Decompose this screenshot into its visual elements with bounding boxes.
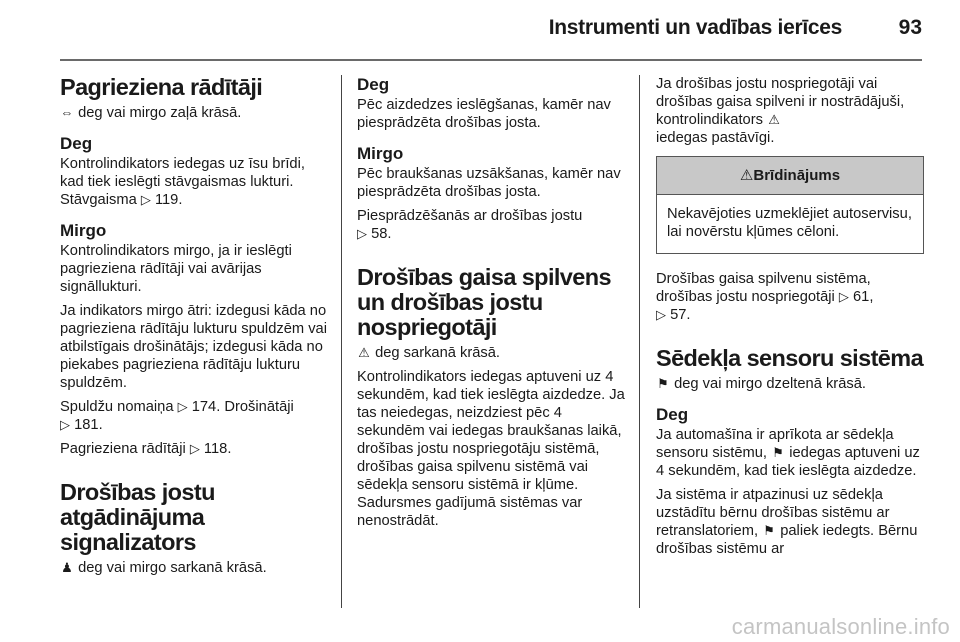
seat-sensor-intro: ⚑ deg vai mirgo dzeltenā krāsā. — [657, 376, 866, 392]
seatbelt-reminder-heading: Drošības jostu atgādinājuma signalizators — [60, 479, 215, 555]
page-ref-icon: ▷ — [656, 307, 666, 322]
airbag-icon: ⚠ — [768, 112, 780, 127]
turn-signal-intro: ⇔ deg vai mirgo zaļā krāsā. — [60, 105, 242, 121]
page-ref-icon: ▷ — [60, 417, 70, 432]
warning-title: Brīdinājums — [753, 167, 841, 184]
deg-heading: Deg — [357, 75, 390, 94]
turn-signal-icon: ⇔ — [60, 105, 74, 120]
header-rule — [60, 59, 922, 61]
airbag-heading: Drošības gaisa spilvens un drošības jostu nospriegotāji — [357, 264, 611, 340]
page-ref-icon: ▷ — [838, 289, 849, 304]
mirgo-paragraph: Pēc braukšanas uzsākšanas, kamēr nav piesprādzēta drošības josta. — [357, 166, 621, 200]
deg-paragraph: Pēc aizdedzes ieslēgšanas, kamēr nav piesprādzēta drošības josta. — [357, 97, 611, 131]
airbag-intro: ⚠ deg sarkanā krāsā. — [358, 345, 501, 361]
seat-sensor-icon: ⚑ — [657, 376, 669, 391]
seat-sensor-icon: ⚑ — [763, 523, 775, 538]
page-ref-link[interactable]: 181. — [74, 417, 103, 433]
page-ref-link[interactable]: 57. — [670, 307, 691, 323]
fasten-paragraph: Piesprādzēšanās ar drošības jostu ▷ 58. — [357, 208, 583, 242]
deg-heading: Deg — [656, 405, 689, 424]
column-2 — [357, 75, 627, 536]
bulb-fuse-paragraph: Spuldžu nomaiņa ▷ 174. Drošinātāji ▷ 181. — [60, 399, 294, 433]
watermark: carmanualsonline.info — [731, 614, 950, 639]
column-3 — [656, 75, 924, 564]
mirgo-heading: Mirgo — [60, 221, 107, 240]
seatbelt-intro: ♟ deg vai mirgo sarkanā krāsā. — [61, 560, 267, 576]
page-ref-link[interactable]: 61, — [853, 289, 874, 305]
warning-box — [656, 156, 924, 254]
turn-signal-heading: Pagrieziena rādītāji — [60, 74, 263, 100]
deg-paragraph: Ja automašīna ir aprīkota ar sēdekļa sensoru sistēmu, ⚑ iedegas aptuveni uz 4 sekundēm, kad tiek ieslēgta aizdedze. — [656, 427, 920, 479]
page-ref-icon: ▷ — [177, 399, 188, 414]
warning-header — [657, 157, 923, 195]
airbag-icon: ⚠ — [358, 345, 370, 360]
page-ref-link[interactable]: 118. — [203, 441, 232, 457]
turn-ref-paragraph: Pagrieziena rādītāji ▷ 118. — [60, 441, 232, 457]
page-number: 93 — [898, 16, 922, 39]
warning-text: Nekavējoties uzmeklējiet autoservisu, lai novērstu kļūmes cēloni. — [667, 206, 912, 240]
page-ref-icon: ▷ — [357, 226, 367, 241]
mirgo-fast-paragraph: Ja indikators mirgo ātri: izdegusi kāda no pagrieziena rādītāju lukturu spuldzēm vai atbilstīgais drošinātājs; izdegusi kāda no piekabes pagrieziena rādītāju lukturu spuldzēm. — [60, 303, 327, 391]
deployed-paragraph: Ja drošības jostu nospriegotāji vai drošības gaisa spilveni ir nostrādājuši, kontrolindikators ⚠ iedegas pastāvīgi. — [656, 76, 905, 146]
column-1 — [60, 75, 330, 583]
page-ref-icon: ▷ — [140, 192, 151, 207]
airbag-paragraph: Kontrolindikators iedegas aptuveni uz 4 sekundēm, kad tiek ieslēgta aizdedze. Ja tas neiedegas, neizdziest pēc 4 sekundēm vai iedegas braukšanas laikā, drošības jostu nospriegotāju sistēmā, drošības gaisa spilvenu sistēmā vai sēdekļa sensoru sistēmā ir kļūme. Sadursmes gadījumā sistēmas var nenostrādāt. — [357, 369, 625, 529]
page-ref-link[interactable]: 58. — [371, 226, 392, 242]
warning-icon: ⚠ — [739, 167, 754, 184]
column-divider-1 — [341, 75, 342, 608]
page-header — [0, 16, 960, 52]
mirgo-heading: Mirgo — [357, 144, 404, 163]
seatbelt-icon: ♟ — [61, 560, 73, 575]
column-divider-2 — [639, 75, 640, 608]
mirgo-paragraph: Kontrolindikators mirgo, ja ir ieslēgti pagrieziena rādītāji vai avārijas signāllukturi. — [60, 243, 292, 295]
page-ref-icon: ▷ — [189, 441, 200, 456]
page-ref-link[interactable]: 119. — [154, 192, 183, 208]
seat-sensor-heading: Sēdekļa sensoru sistēma — [656, 345, 924, 371]
deg-heading: Deg — [60, 134, 93, 153]
child-seat-paragraph: Ja sistēma ir atpazinusi uz sēdekļa uzstādītu bērnu drošības sistēmu ar retranslatoriem, ⚑ paliek iedegts. Bērnu drošības sistēmu ar — [656, 487, 918, 557]
deg-paragraph: Kontrolindikators iedegas uz īsu brīdi, kad tiek ieslēgti stāvgaismas lukturi. Stāvgaisma ▷ 119. — [60, 156, 305, 208]
page-ref-link[interactable]: 174. — [191, 399, 221, 415]
header-title: Instrumenti un vadības ierīces — [548, 16, 842, 39]
seat-sensor-icon: ⚑ — [772, 445, 784, 460]
system-paragraph: Drošības gaisa spilvenu sistēma, drošības jostu nospriegotāji ▷ 61, ▷ 57. — [656, 271, 874, 323]
